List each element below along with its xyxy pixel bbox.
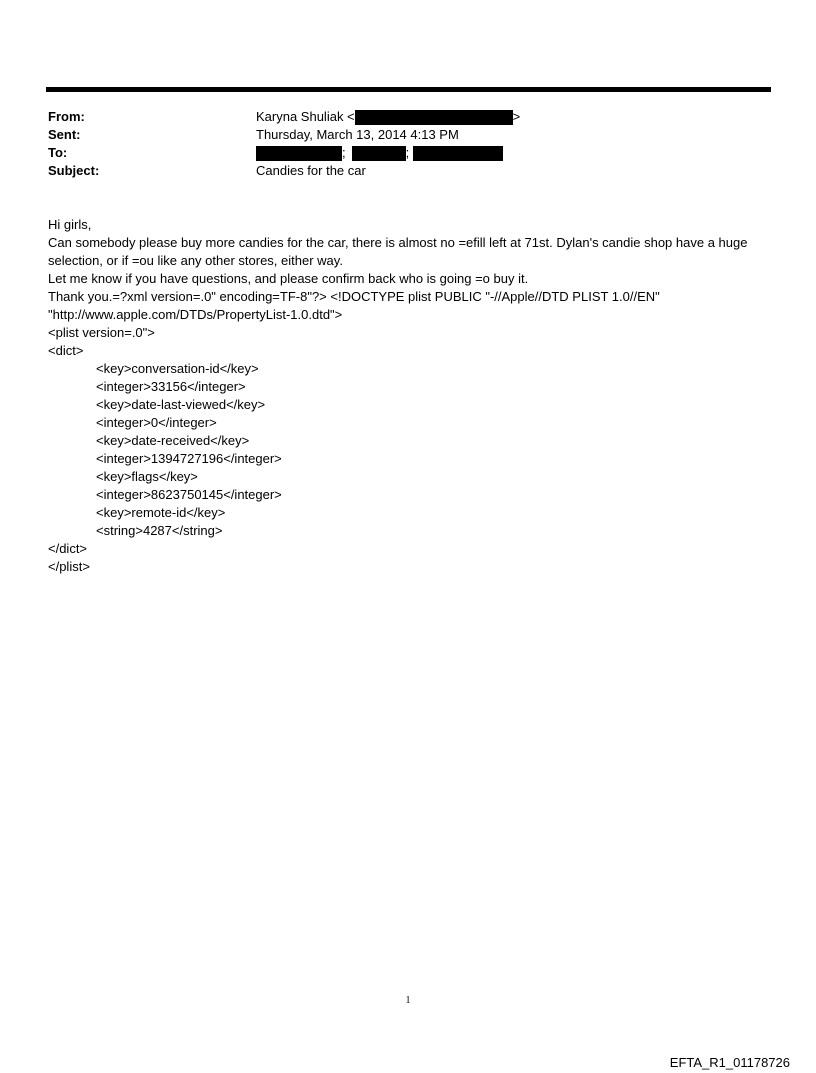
from-name: Karyna Shuliak < bbox=[256, 109, 355, 124]
plist-entry: <key>conversation-id</key> bbox=[96, 361, 259, 376]
body-line: "http://www.apple.com/DTDs/PropertyList-1.0.dtd"> bbox=[48, 307, 343, 322]
to-label: To: bbox=[48, 145, 68, 160]
plist-close: </plist> bbox=[48, 559, 90, 574]
body-line: Can somebody please buy more candies for the car, there is almost no =efill left at 71st. Dylan's candie shop have a huge bbox=[48, 235, 748, 250]
plist-entry: <integer>0</integer> bbox=[96, 415, 217, 430]
sent-value: Thursday, March 13, 2014 4:13 PM bbox=[256, 127, 459, 142]
sent-row bbox=[48, 126, 768, 144]
plist-entry: <integer>33156</integer> bbox=[96, 379, 246, 394]
email-body bbox=[48, 216, 778, 576]
redaction-block bbox=[413, 146, 503, 161]
plist-entry: <integer>1394727196</integer> bbox=[96, 451, 282, 466]
body-line: Let me know if you have questions, and please confirm back who is going =o buy it. bbox=[48, 271, 529, 286]
greeting: Hi girls, bbox=[48, 217, 92, 232]
plist-entry: <key>date-last-viewed</key> bbox=[96, 397, 266, 412]
plist-entry: <key>remote-id</key> bbox=[96, 505, 226, 520]
dict-close: </dict> bbox=[48, 541, 88, 556]
plist-entry: <string>4287</string> bbox=[96, 523, 223, 538]
redaction-block bbox=[355, 110, 513, 125]
to-value bbox=[256, 144, 768, 162]
body-line: Thank you.=?xml version=.0" encoding=TF-8"?> <!DOCTYPE plist PUBLIC "-//Apple//DTD PLIST 1.0//EN" bbox=[48, 289, 660, 304]
redaction-block bbox=[352, 146, 406, 161]
redaction-block bbox=[256, 146, 342, 161]
plist-entry: <key>flags</key> bbox=[96, 469, 198, 484]
page-number: 1 bbox=[405, 995, 411, 1006]
to-separator: ; bbox=[405, 145, 410, 160]
from-value bbox=[256, 108, 768, 126]
from-row bbox=[48, 108, 768, 126]
header-rule bbox=[46, 87, 771, 92]
document-id: EFTA_R1_01178726 bbox=[669, 1055, 790, 1070]
subject-row bbox=[48, 162, 768, 180]
email-header bbox=[48, 108, 768, 180]
plist-entry: <integer>8623750145</integer> bbox=[96, 487, 282, 502]
dict-open: <dict> bbox=[48, 343, 84, 358]
plist-entry: <key>date-received</key> bbox=[96, 433, 250, 448]
sent-label: Sent: bbox=[48, 127, 81, 142]
to-separator: ; bbox=[342, 145, 346, 160]
subject-label: Subject: bbox=[48, 163, 100, 178]
plist-open: <plist version=.0"> bbox=[48, 325, 155, 340]
to-row bbox=[48, 144, 768, 162]
from-close: > bbox=[512, 109, 521, 124]
body-line: selection, or if =ou like any other stores, either way. bbox=[48, 253, 343, 268]
from-label: From: bbox=[48, 109, 85, 124]
subject-value: Candies for the car bbox=[256, 163, 366, 178]
